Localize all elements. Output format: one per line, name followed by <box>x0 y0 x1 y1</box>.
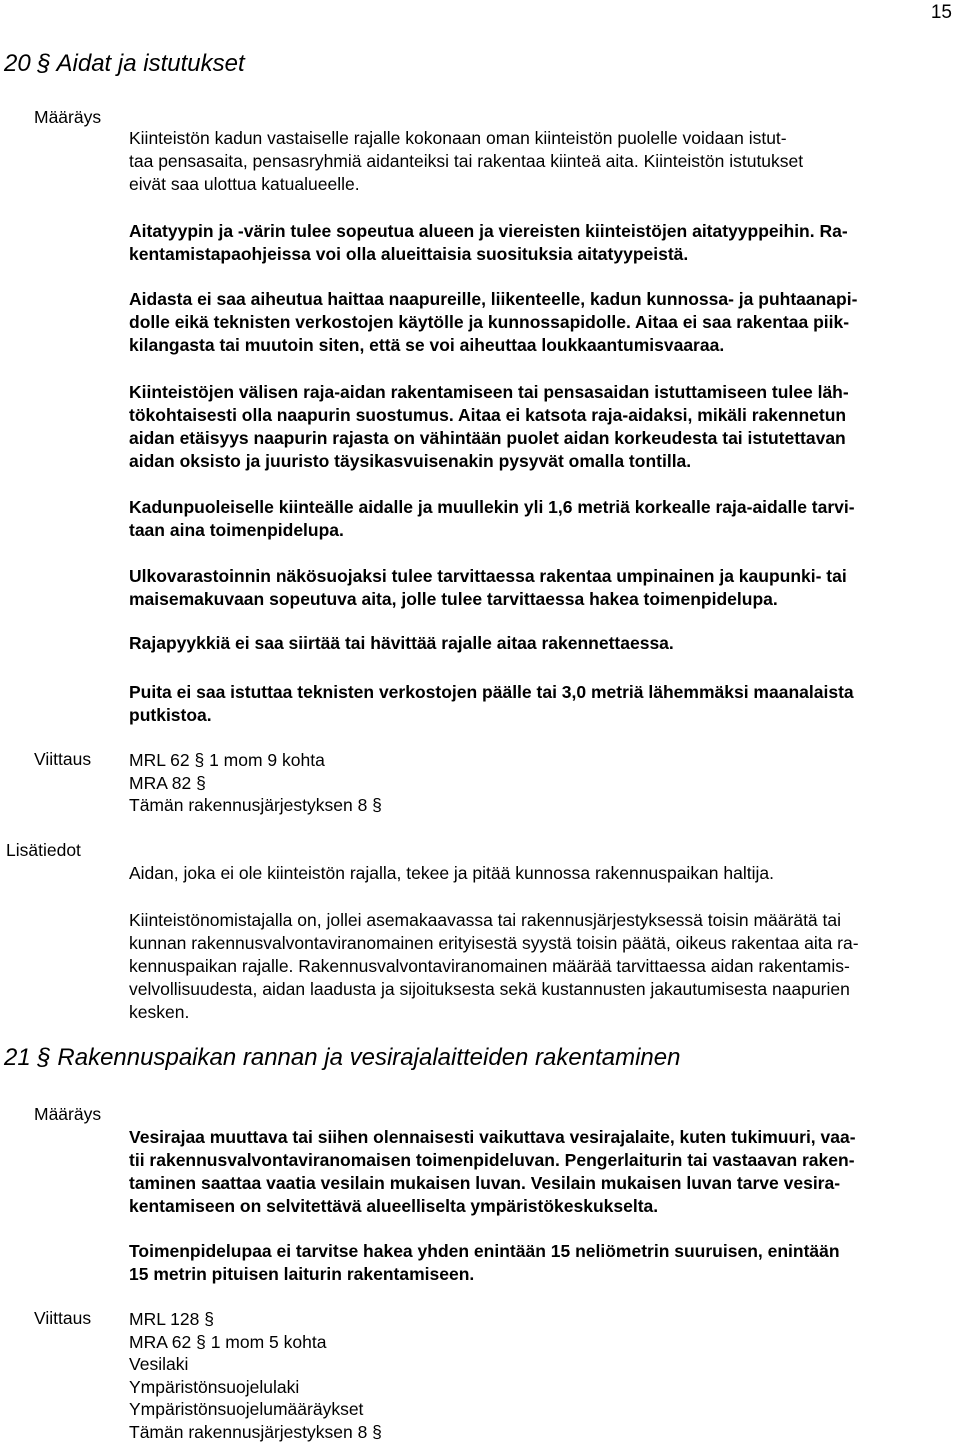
reference-item: MRA 62 § 1 mom 5 kohta <box>129 1331 327 1352</box>
reference-item: MRL 128 § <box>129 1309 214 1329</box>
label-maarays: Määräys <box>34 107 102 127</box>
section-symbol: § <box>37 50 51 77</box>
section-20-paragraph: Kiinteistöjen välisen raja-aidan rakentamiseen tai pensasaidan istuttamiseen tulee läh- tökohtaisesti olla naapurin suostumus. Aitaa ei katsota raja-aidaksi, mikäli rakennetun aidan etäisyys naapurin rajasta on vähintään puolet aidan korkeudesta tai istutettavan aidan oksisto ja juuristo täysikasvuisenakin pysyvät omalla tontilla. <box>129 382 849 471</box>
reference-item: MRL 62 § 1 mom 9 kohta <box>129 750 325 770</box>
section-20-references <box>129 749 382 817</box>
section-21-paragraph: Toimenpidelupaa ei tarvitse hakea yhden enintään 15 neliömetrin suuruisen, enintään 15 metrin pituisen laiturin rakentamiseen. <box>129 1241 840 1284</box>
reference-item: Ympäristönsuojelulaki <box>129 1376 300 1397</box>
section-20-paragraph: Aidasta ei saa aiheutua haittaa naapureille, liikenteelle, kadun kunnossa- ja puhtaanapi- dolle eikä teknisten verkostojen käytölle ja kunnossapidolle. Aitaa ei saa rakentaa piik- kilangasta tai muutoin siten, että se voi aiheuttaa loukkaantumisvaaraa. <box>129 289 858 355</box>
label-viittaus: Viittaus <box>34 1308 92 1328</box>
section-20-paragraph: Kadunpuoleiselle kiinteälle aidalle ja muullekin yli 1,6 metriä korkealle raja-aidalle tarvi- taan aina toimenpidelupa. <box>129 497 855 540</box>
section-20-paragraph: Rajapyykkiä ei saa siirtää tai hävittää rajalle aitaa rakennettaessa. <box>129 633 674 653</box>
section-21-heading <box>4 1044 680 1072</box>
section-20-paragraph: Ulkovarastoinnin näkösuojaksi tulee tarvittaessa rakentaa umpinainen ja kaupunki- tai maisemakuvaan sopeutuva aita, jolle tulee tarvittaessa hakea toimenpidelupa. <box>129 566 847 609</box>
reference-item: Vesilaki <box>129 1354 189 1374</box>
section-20-info: Kiinteistönomistajalla on, jollei asemakaavassa tai rakennusjärjestyksessä toisin määrätä tai kunnan rakennusvalvontaviranomainen erityisestä syystä toisin päätä, oikeus rakentaa aita ra- kennuspaikan rajalle. Rakennusvalvontaviranomainen määrää tarvittaessa aidan rakentamis- velvollisuudesta, aidan laadusta ja sijoituksesta sekä kustannusten jakautumisesta naapurien kesken. <box>129 910 859 1022</box>
label-viittaus: Viittaus <box>34 749 92 769</box>
label-lisatiedot: Lisätiedot <box>6 840 81 860</box>
section-title: Rakennuspaikan rannan ja vesirajalaitteiden rakentaminen <box>57 1044 681 1071</box>
section-symbol: § <box>37 1044 51 1071</box>
page-number: 15 <box>930 2 952 23</box>
section-20-info: Aidan, joka ei ole kiinteistön rajalla, tekee ja pitää kunnossa rakennuspaikan haltija. <box>129 863 774 883</box>
reference-item: MRA 82 § <box>129 772 206 793</box>
reference-item: Tämän rakennusjärjestyksen 8 § <box>129 1421 382 1442</box>
section-21-paragraph: Vesirajaa muuttava tai siihen olennaisesti vaikuttava vesirajalaite, kuten tukimuuri, vaa- tii rakennusvalvontaviranomaisen toimenpideluvan. Pengerlaiturin tai vastaavan raken- taminen saattaa vaatia vesilain mukaisen luvan. Vesilain mukaisen luvan tarve vesira- kentamiseen on selvitettävä alueelliselta ympäristökeskukselta. <box>129 1127 856 1216</box>
label-maarays: Määräys <box>34 1104 102 1124</box>
section-title: Aidat ja istutukset <box>56 50 245 77</box>
section-20-paragraph: Kiinteistön kadun vastaiselle rajalle kokonaan oman kiinteistön puolelle voidaan istut- taa pensasaita, pensasryhmiä aidanteiksi tai rakentaa kiinteä aita. Kiinteistön istutukset eivät saa ulottua katualueelle. <box>129 128 804 194</box>
section-20-heading <box>4 50 245 78</box>
reference-item: Ympäristönsuojelumääräykset <box>129 1399 364 1419</box>
section-21-references <box>129 1308 382 1443</box>
section-number: 21 <box>4 1044 31 1071</box>
reference-item: Tämän rakennusjärjestyksen 8 § <box>129 795 382 815</box>
section-number: 20 <box>4 50 31 77</box>
section-20-paragraph: Puita ei saa istuttaa teknisten verkostojen päälle tai 3,0 metriä lähemmäksi maanalaista putkistoa. <box>129 682 854 725</box>
section-20-paragraph: Aitatyypin ja -värin tulee sopeutua alueen ja viereisten kiinteistöjen aitatyyppeihin. Ra- kentamistapaohjeissa voi olla alueittaisia suosituksia aitatyypeistä. <box>129 221 848 264</box>
